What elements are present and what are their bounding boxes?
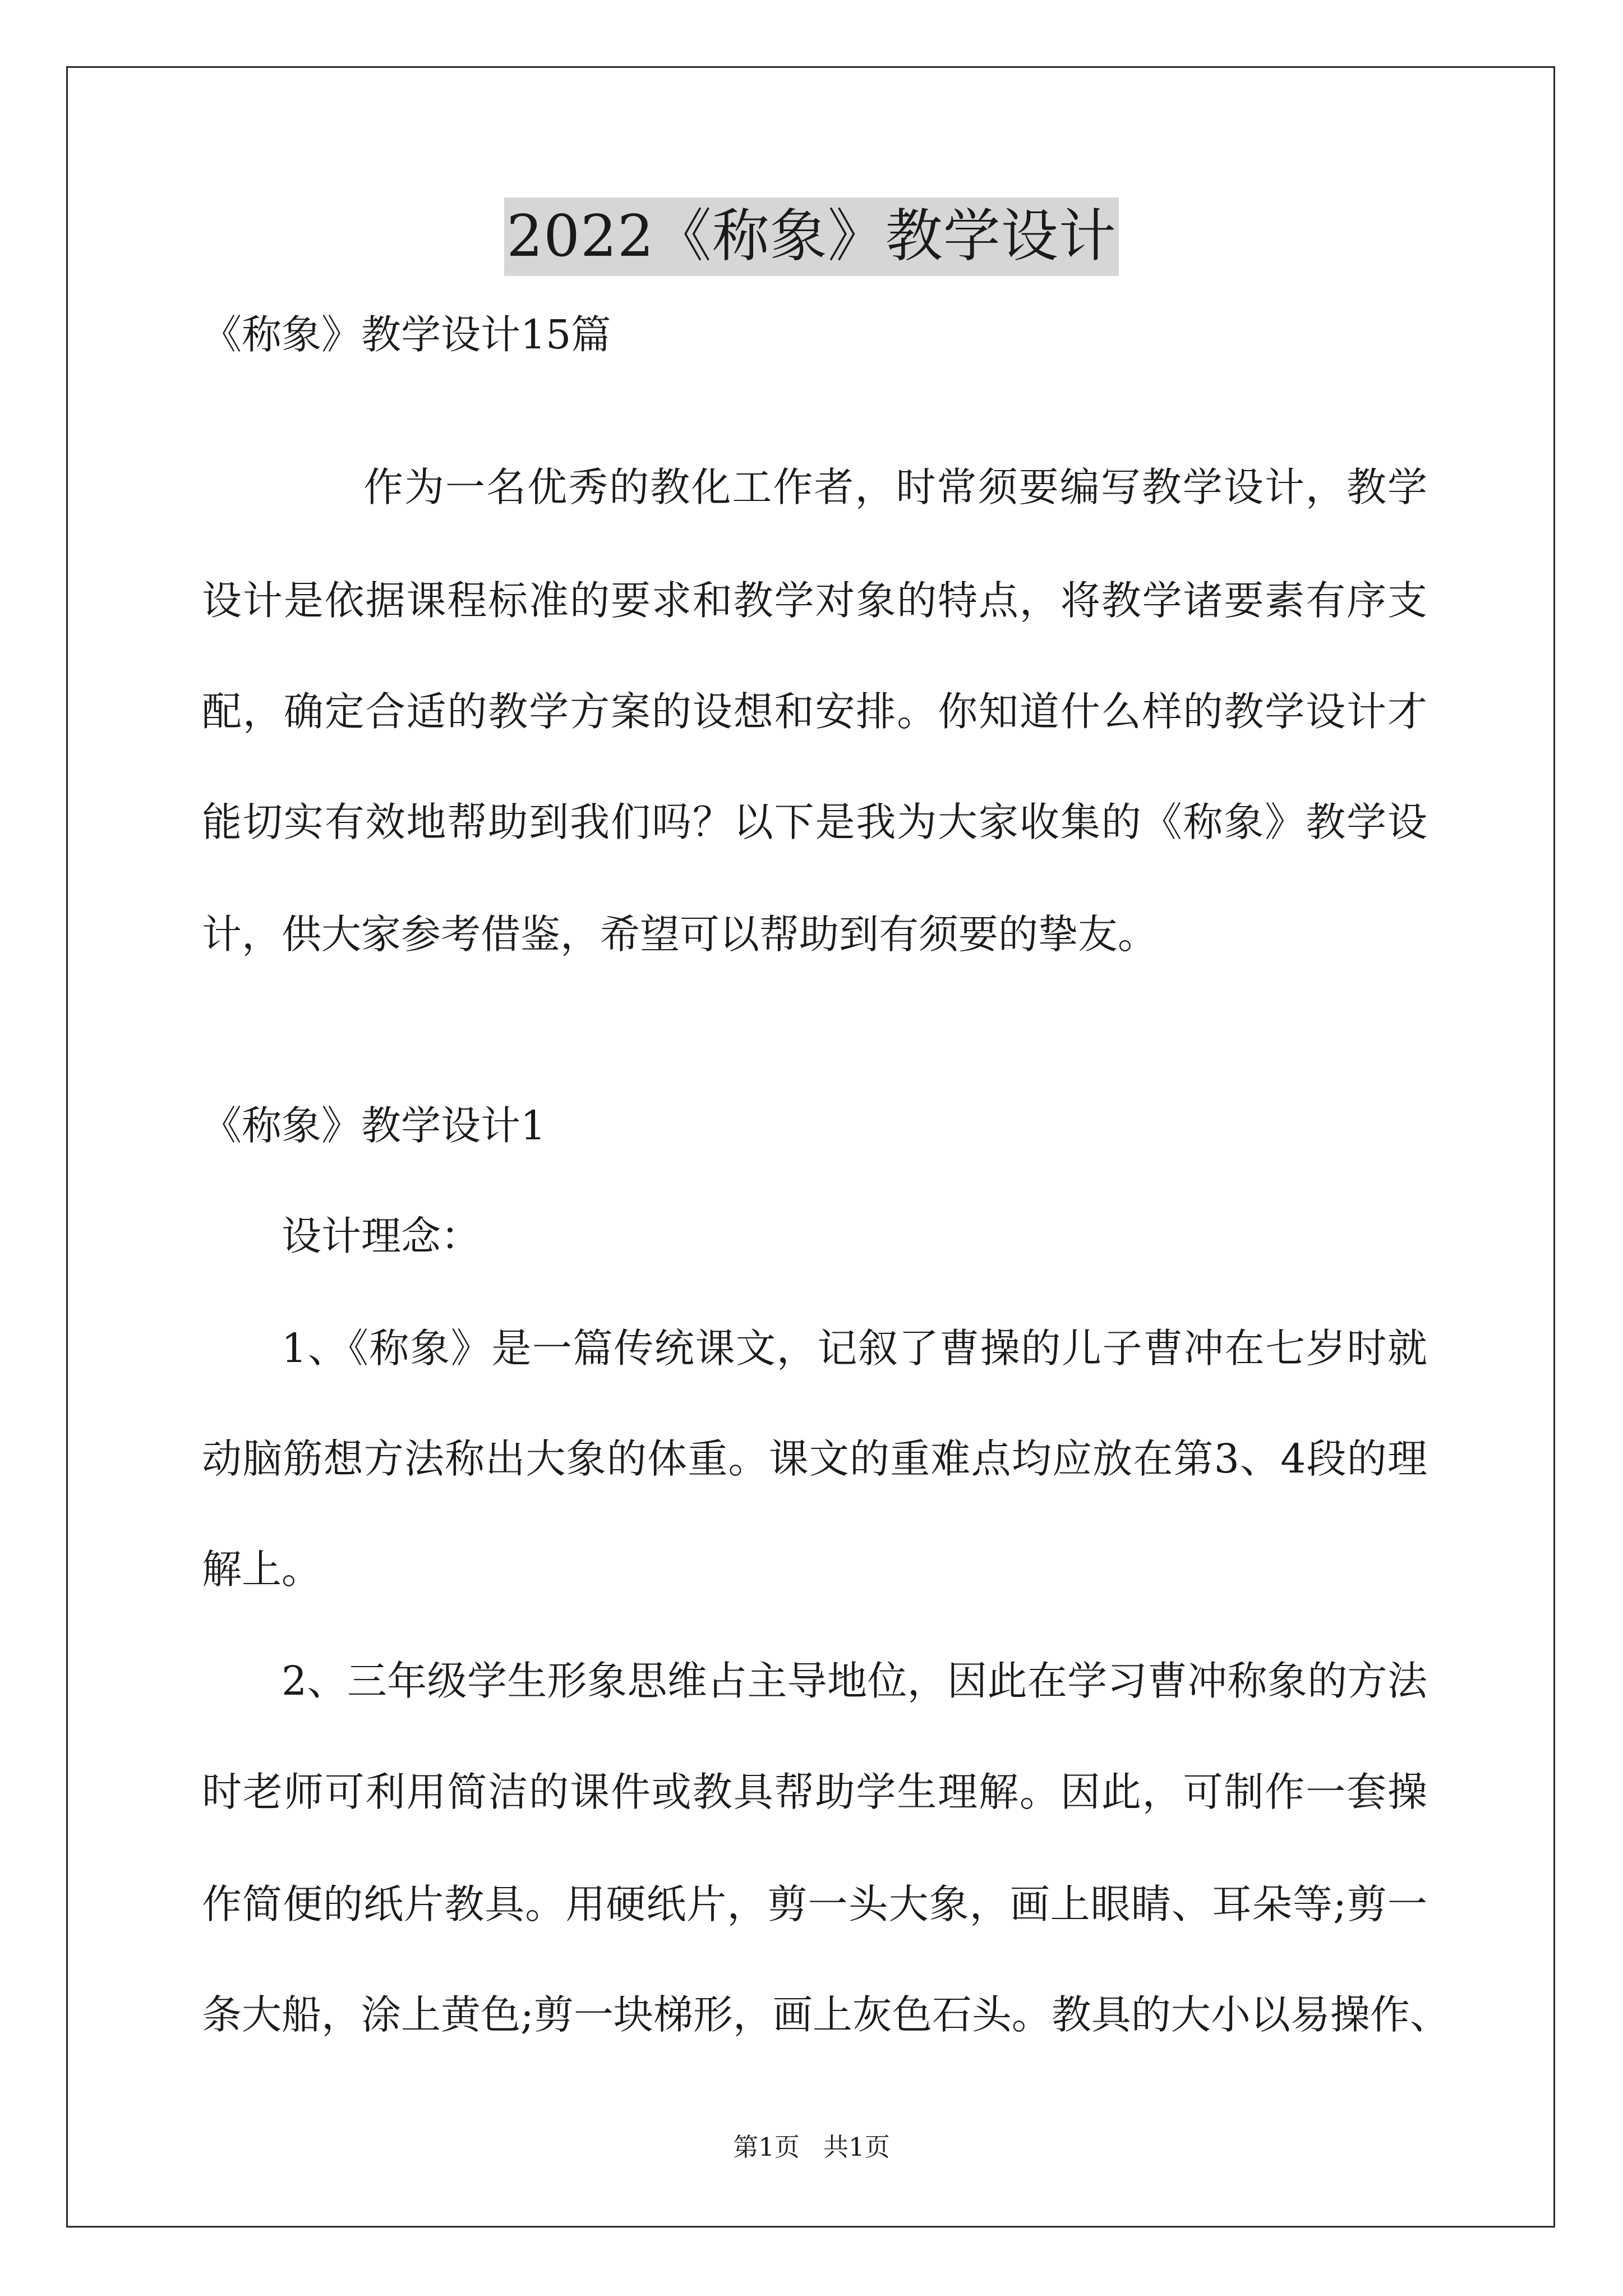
page-footer (0, 2131, 1623, 2164)
point2-line-4: 条大船，涂上黄色;剪一块梯形，画上灰色石头。教具的大小以易操作、 (202, 1991, 1450, 2038)
intro-line-2: 设计是依据课程标准的要求和教学对象的特点，将教学诸要素有序支 (202, 577, 1427, 624)
title-container (0, 197, 1623, 276)
point1-line-3: 解上。 (202, 1546, 322, 1593)
intro-line-5: 计，供大家参考借鉴，希望可以帮助到有须要的挚友。 (202, 911, 1158, 958)
document-subtitle: 《称象》教学设计15篇 (202, 311, 611, 358)
point2-line-2: 时老师可利用简洁的课件或教具帮助学生理解。因此，可制作一套操 (202, 1769, 1427, 1815)
point2-line-3: 作简便的纸片教具。用硬纸片，剪一头大象，画上眼睛、耳朵等;剪一 (202, 1881, 1427, 1927)
document-title: 2022《称象》教学设计 (504, 197, 1119, 276)
point2-line-1: 2、三年级学生形象思维占主导地位，因此在学习曹冲称象的方法 (282, 1658, 1427, 1704)
section-heading: 《称象》教学设计1 (202, 1102, 546, 1149)
intro-line-1: 作为一名优秀的教化工作者，时常须要编写教学设计，教学 (363, 464, 1427, 510)
concept-label: 设计理念： (282, 1213, 481, 1259)
page-total: 共1页 (823, 2132, 890, 2162)
intro-line-3: 配，确定合适的教学方案的设想和安排。你知道什么样的教学设计才 (202, 688, 1427, 735)
point1-line-2: 动脑筋想方法称出大象的体重。课文的重难点均应放在第3、4段的理 (202, 1435, 1427, 1482)
page-current: 第1页 (733, 2132, 800, 2162)
point1-line-1: 1、《称象》是一篇传统课文，记叙了曹操的儿子曹冲在七岁时就 (282, 1325, 1427, 1372)
intro-line-4: 能切实有效地帮助到我们吗？以下是我为大家收集的《称象》教学设 (202, 799, 1427, 845)
